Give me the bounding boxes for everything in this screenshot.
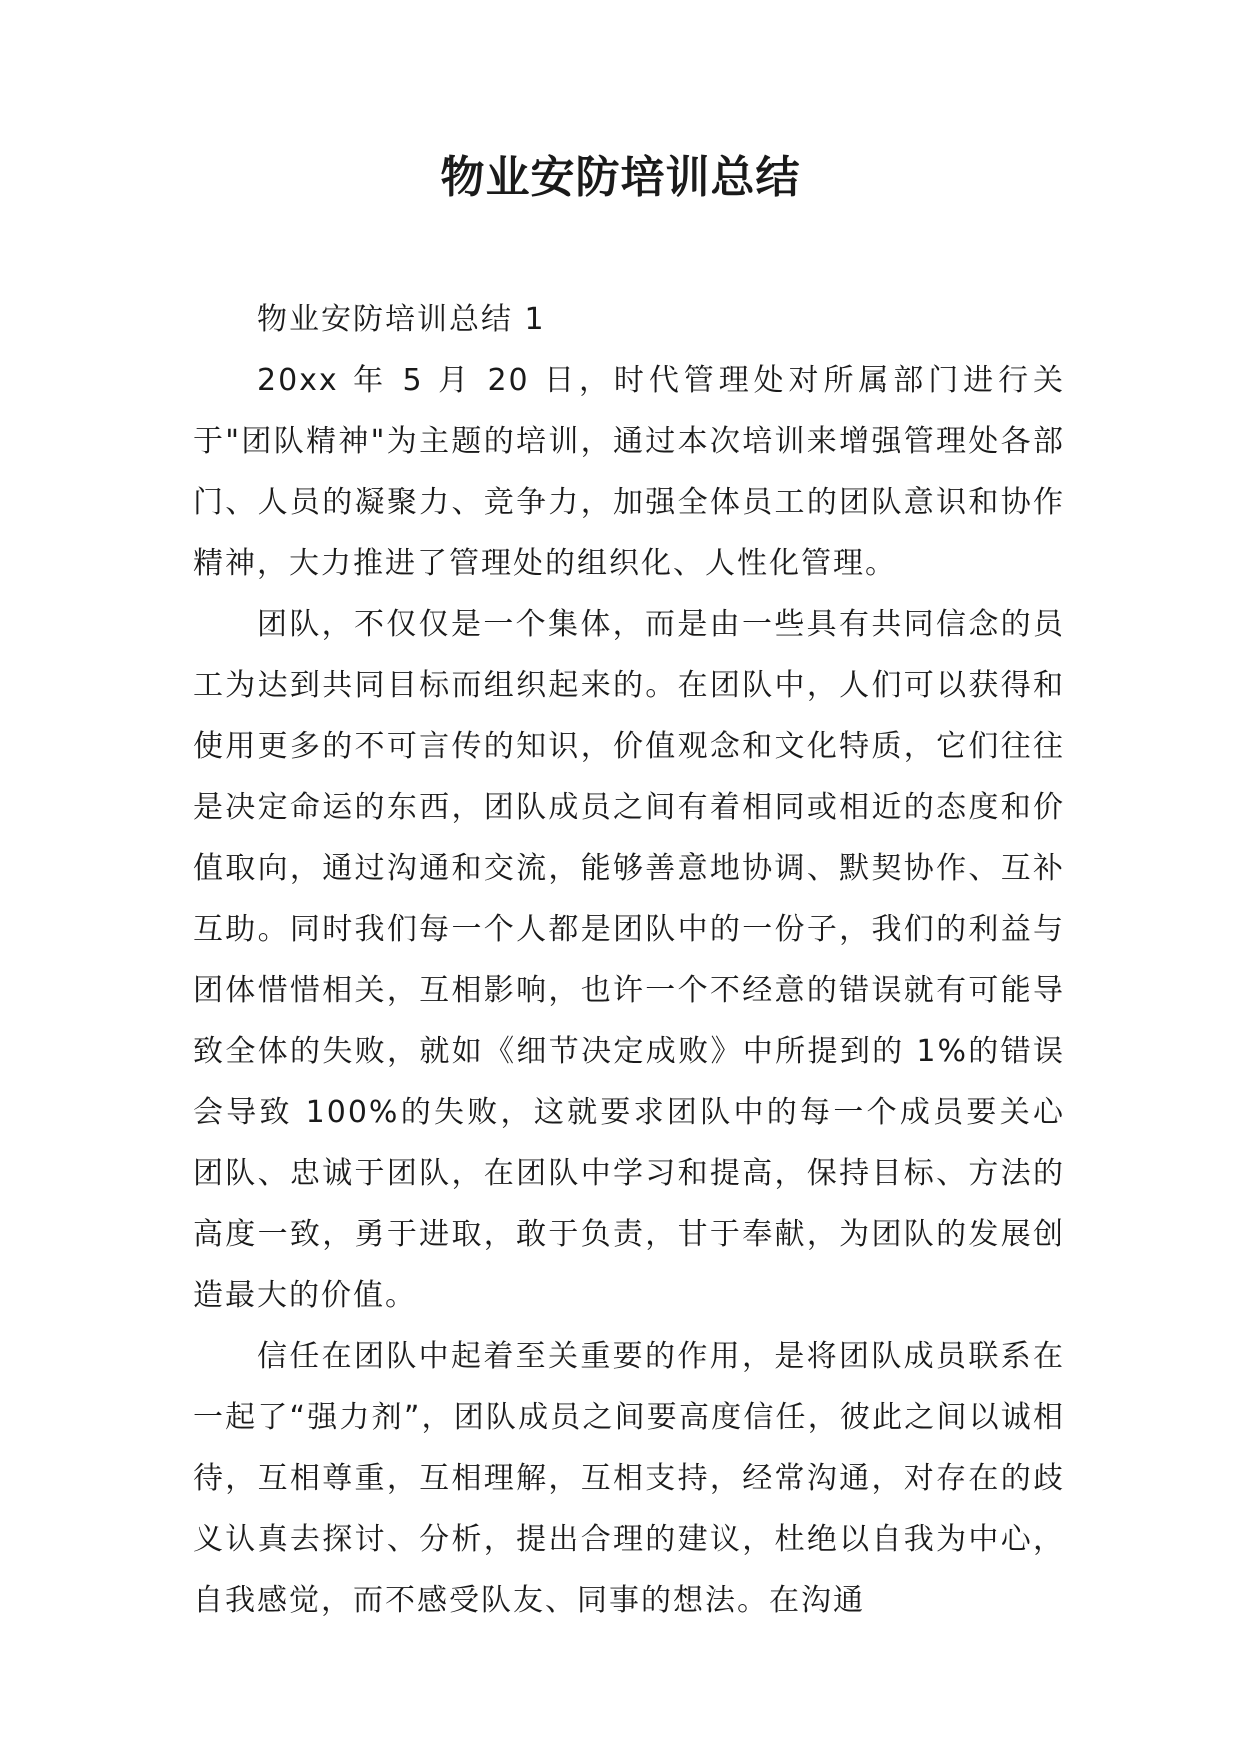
document-body bbox=[193, 289, 1065, 1631]
paragraph-2: 团队，不仅仅是一个集体，而是由一些具有共同信念的员工为达到共同目标而组织起来的。在团队中，人们可以获得和使用更多的不可言传的知识，价值观念和文化特质，它们往往是决定命运的东西，团队成员之间有着相同或相近的态度和价值取向，通过沟通和交流，能够善意地协调、默契协作、互补互助。同时我们每一个人都是团队中的一份子，我们的利益与团体惜惜相关，互相影响，也许一个不经意的错误就有可能导致全体的失败，就如《细节决定成败》中所提到的 1%的错误会导致 100%的失败，这就要求团队中的每一个成员要关心团队、忠诚于团队，在团队中学习和提高，保持目标、方法的高度一致，勇于进取，敢于负责，甘于奉献，为团队的发展创造最大的价值。 bbox=[193, 607, 1065, 1313]
document-title: 物业安防培训总结 bbox=[440, 152, 801, 203]
paragraph-1: 20xx 年 5 月 20 日，时代管理处对所属部门进行关于"团队精神"为主题的培训，通过本次培训来增强管理处各部门、人员的凝聚力、竞争力，加强全体员工的团队意识和协作精神，大力推进了管理处的组织化、人性化管理。 bbox=[193, 363, 1065, 581]
section-subheading: 物业安防培训总结 1 bbox=[257, 302, 546, 337]
paragraph-3: 信任在团队中起着至关重要的作用，是将团队成员联系在一起了“强力剂”，团队成员之间要高度信任，彼此之间以诚相待，互相尊重，互相理解，互相支持，经常沟通，对存在的歧义认真去探讨、分析，提出合理的建议，杜绝以自我为中心，自我感觉，而不感受队友、同事的想法。在沟通 bbox=[193, 1339, 1065, 1618]
